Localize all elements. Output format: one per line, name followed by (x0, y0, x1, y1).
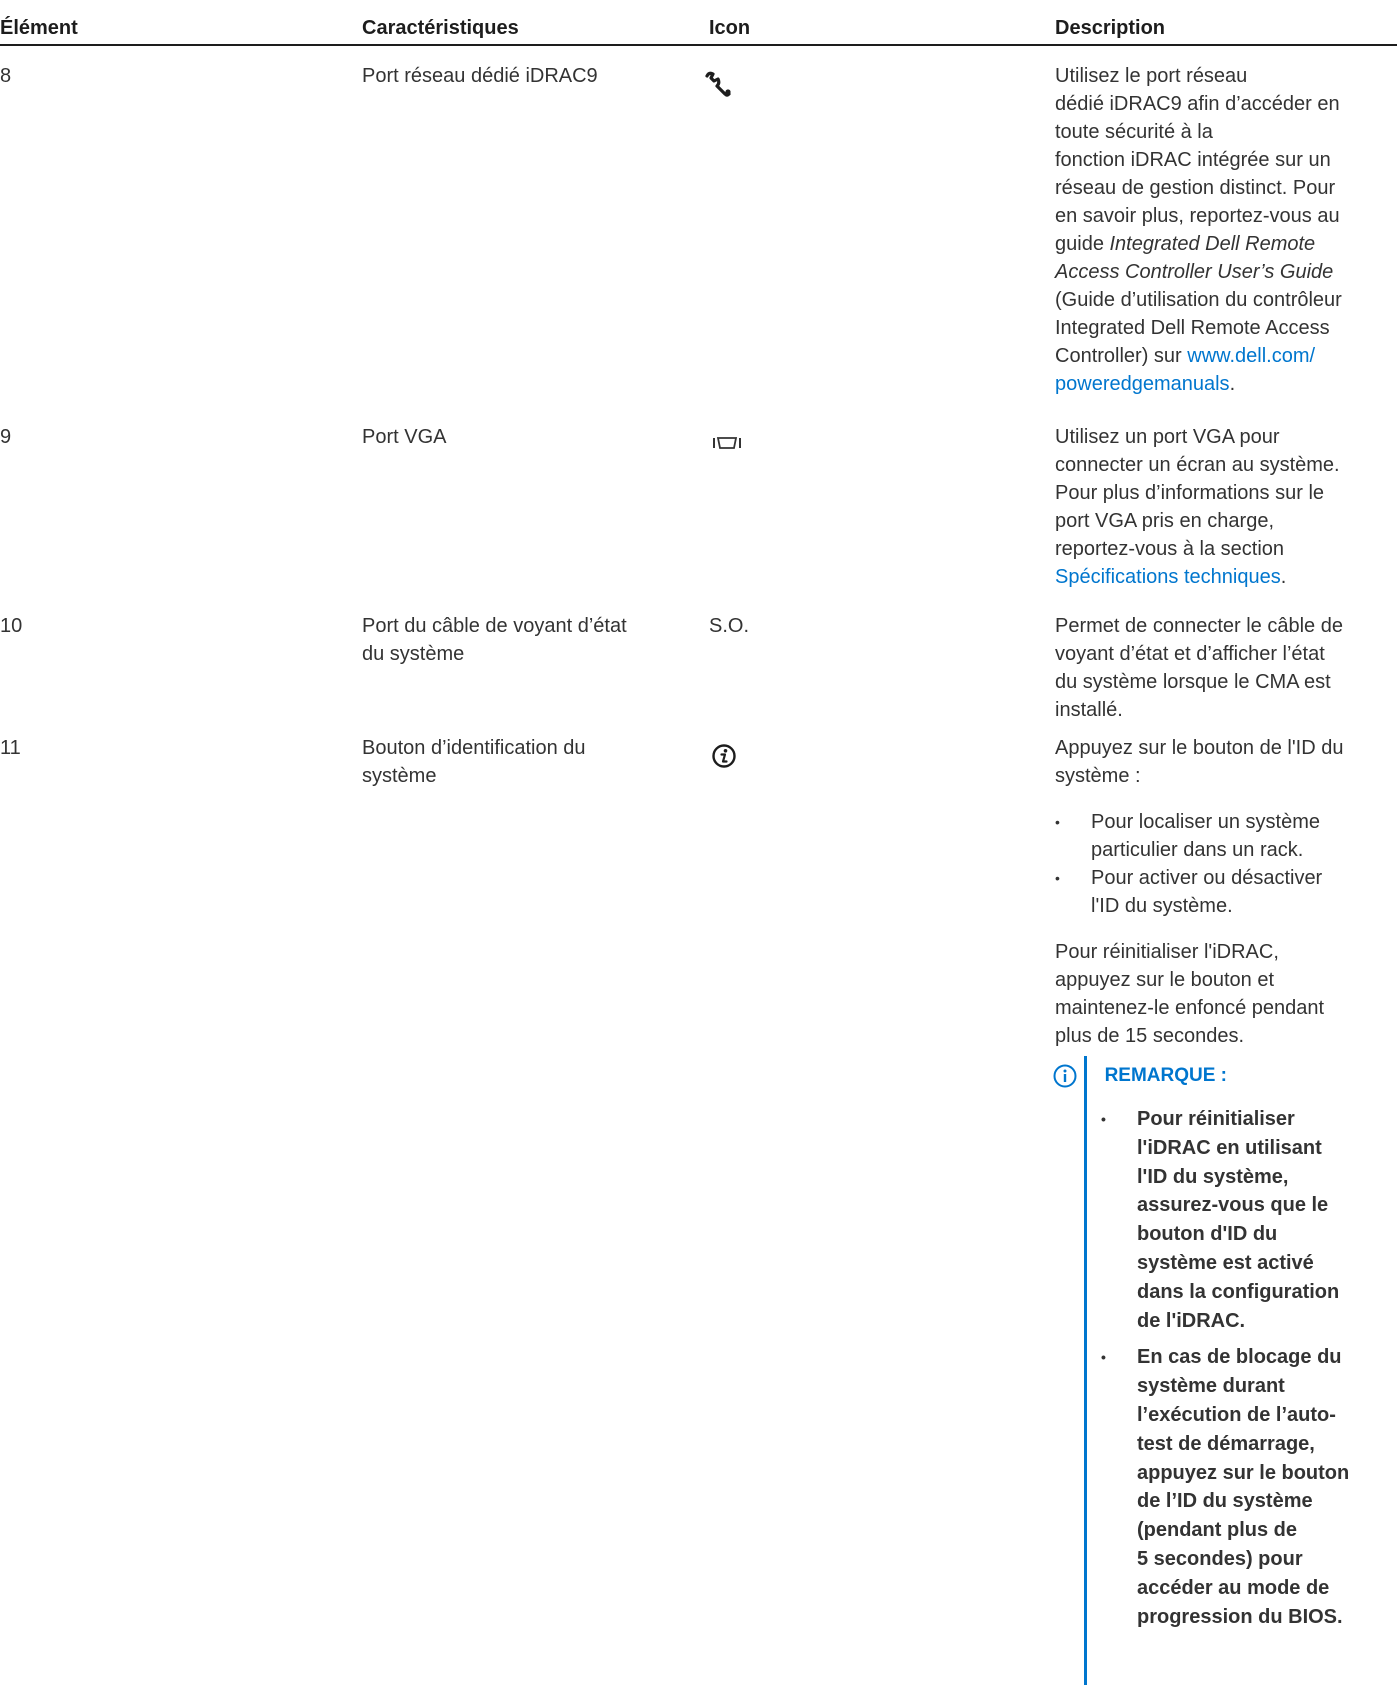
note-bar (1084, 1056, 1087, 1685)
row-element-number: 10 (0, 615, 23, 637)
row-description: Utilisez le port réseau dédié iDRAC9 afin d’accéder en toute sécurité à la fonction iDRAC intégrée sur un réseau de gestion distinct. Pour en savoir plus, reportez-vous au guide Integrated Dell Remote Access Controller User’s Guide (Guide d’utilisation du contrôleur Integrated Dell Remote Access Controller) sur www.dell.com/ poweredgemanuals. (1055, 65, 1342, 395)
guide-title: Access Controller User’s Guide (1055, 261, 1334, 283)
row-element-number: 8 (0, 65, 12, 87)
row-feature: Bouton d’identification du système (362, 737, 586, 787)
tech-specs-link[interactable]: Spécifications techniques (1055, 566, 1281, 588)
note-label: REMARQUE : (1104, 1065, 1228, 1086)
header-element: Élément (0, 17, 78, 39)
row-feature: Port réseau dédié iDRAC9 (362, 65, 598, 87)
row-feature: Port du câble de voyant d’état du système (362, 615, 627, 665)
row-feature: Port VGA (362, 426, 447, 448)
row-element-number: 9 (0, 426, 12, 448)
manuals-link[interactable]: poweredgemanuals (1055, 373, 1230, 395)
list-item: • Pour réinitialiser l'iDRAC en utilisant l'ID du système, assurez-vous que le bouton d'ID du système est activé dans la configuration de l'iDRAC. (1101, 1105, 1391, 1335)
list-item: • Pour activer ou désactiver l'ID du système. (1055, 864, 1385, 920)
list-item: • En cas de blocage du système durant l’exécution de l’auto- test de démarrage, appuyez sur le bouton de l’ID du système (pendant plus de 5 secondes) pour accéder au mode de progression du BIOS. (1101, 1343, 1391, 1631)
header-features: Caractéristiques (362, 17, 519, 39)
info-button-icon (711, 743, 737, 769)
note-list (1101, 1105, 1391, 1639)
note-header (1052, 1061, 1227, 1091)
id-button-uses-list (1055, 808, 1385, 920)
guide-title: Integrated Dell Remote (1109, 233, 1316, 255)
row-description: Appuyez sur le bouton de l'ID du système : • Pour localiser un système particulier dans un rack. • Pour activer ou désactiver l'ID du système. Pour réinitialiser l'iDRAC, appuyez sur le bouton et maintenez-le enfoncé pendant plus de 15 secondes. (1055, 734, 1385, 1050)
manuals-link[interactable]: www.dell.com/ (1187, 345, 1316, 367)
header-icon: Icon (709, 17, 751, 39)
list-item: • Pour localiser un système particulier dans un rack. (1055, 808, 1385, 864)
header-description: Description (1055, 17, 1166, 39)
row-description: Permet de connecter le câble de voyant d’état et d’afficher l’état du système lorsque le CMA est installé. (1055, 615, 1343, 721)
row-element-number: 11 (0, 737, 21, 759)
wrench-icon (703, 70, 733, 100)
info-note-icon (1052, 1063, 1078, 1089)
table-header (0, 0, 1397, 46)
row-description: Utilisez un port VGA pour connecter un écran au système. Pour plus d’informations sur le port VGA pris en charge, reportez-vous à la section Spécifications techniques. (1055, 426, 1340, 588)
vga-port-icon (712, 435, 742, 451)
row-icon-na: S.O. (709, 615, 750, 637)
